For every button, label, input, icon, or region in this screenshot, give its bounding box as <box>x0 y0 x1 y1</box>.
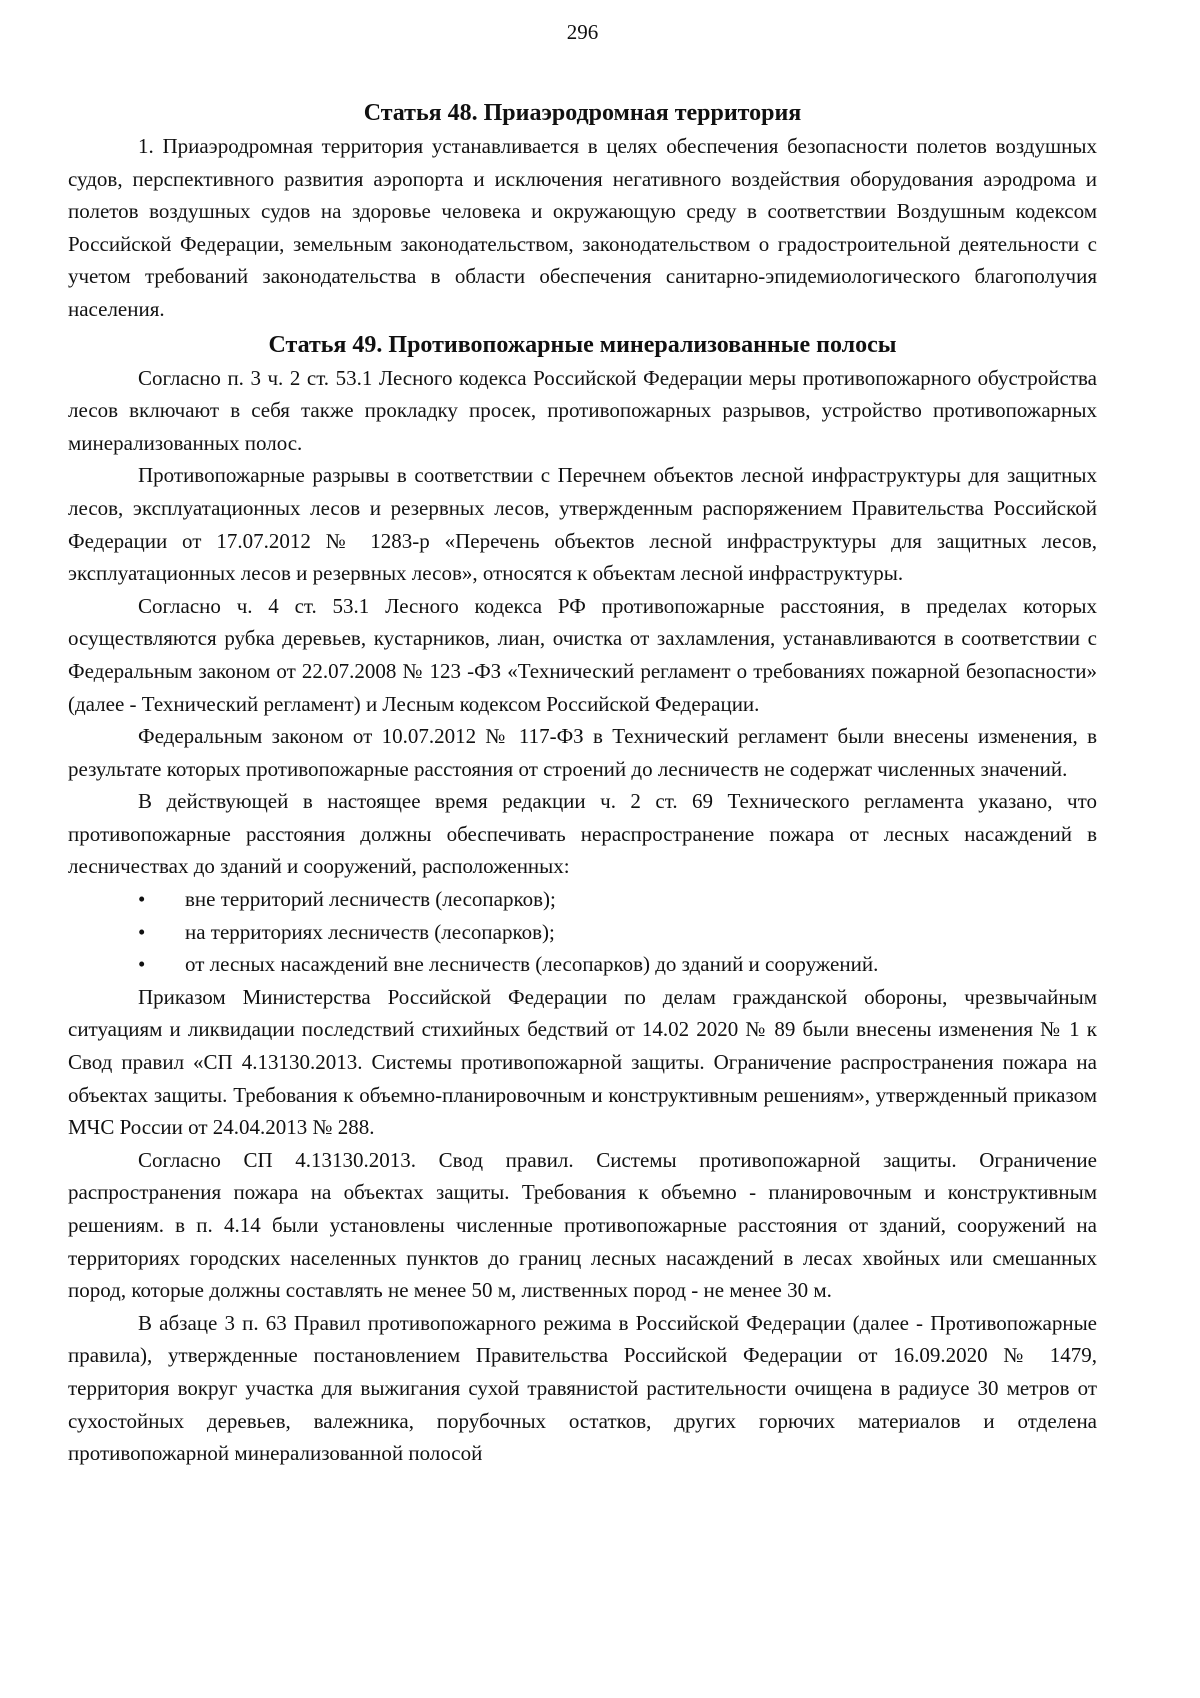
article-49-paragraph-3: Согласно ч. 4 ст. 53.1 Лесного кодекса РФ противопожарные расстояния, в пределах которых осуществляются рубка деревьев, кустарников, лиан, очистка от захламления, устанавливаются в соответствии с Федеральным законом от 22.07.2008 № 123 -ФЗ «Технический регламент о требованиях пожарной безопасности» (далее - Технический регламент) и Лесным кодексом Российской Федерации. <box>68 593 1097 716</box>
article-49-paragraph-4: Федеральным законом от 10.07.2012 № 117-ФЗ в Технический регламент были внесены изменения, в результате которых противопожарные расстояния от строений до лесничеств не содержат численных значений. <box>68 724 1097 781</box>
bullet-icon: • <box>138 919 146 944</box>
list-item <box>68 948 1097 981</box>
article-49-paragraph-2: Противопожарные разрывы в соответствии с Перечнем объектов лесной инфраструктуры для защитных лесов, эксплуатационных лесов и резервных лесов, утвержденным распоряжением Правительства Российской Федерации от 17.07.2012 № 1283-р «Перечень объектов лесной инфраструктуры для защитных лесов, эксплуатационных лесов и резервных лесов», относятся к объектам лесной инфраструктуры. <box>68 463 1097 586</box>
bullet-icon: • <box>138 952 146 977</box>
page-number: 296 <box>566 20 599 44</box>
bullet-icon: • <box>138 887 146 912</box>
article-48-title: Статья 48. Приаэродромная территория <box>363 100 802 126</box>
article-49-paragraph-1: Согласно п. 3 ч. 2 ст. 53.1 Лесного кодекса Российской Федерации меры противопожарного обустройства лесов включают в себя также прокладку просек, противопожарных разрывов, устройство противопожарных минерализованных полос. <box>68 365 1097 455</box>
article-49-paragraph-5: В действующей в настоящее время редакции ч. 2 ст. 69 Технического регламента указано, что противопожарные расстояния должны обеспечивать нераспространение пожара от лесных насаждений в лесничествах до зданий и сооружений, расположенных: <box>68 789 1097 879</box>
article-49-title: Статья 49. Противопожарные минерализованные полосы <box>268 331 897 358</box>
list-item-text: на территориях лесничеств (лесопарков); <box>185 919 555 944</box>
article-48 <box>68 98 1097 326</box>
list-item-text: от лесных насаждений вне лесничеств (лесопарков) до зданий и сооружений. <box>185 952 879 977</box>
article-49-paragraph-8: В абзаце 3 п. 63 Правил противопожарного режима в Российской Федерации (далее - Противопожарные правила), утвержденные постановлением Правительства Российской Федерации от 16.09.2020 № 1479, территория вокруг участка для выжигания сухой травянистой растительности очищена в радиусе 30 метров от сухостойных деревьев, валежника, порубочных остатков, других горючих материалов и отделена противопожарной минерализованной полосой <box>68 1310 1097 1466</box>
list-item <box>68 916 1097 949</box>
article-48-paragraph-1: 1. Приаэродромная территория устанавливается в целях обеспечения безопасности полетов воздушных судов, перспективного развития аэропорта и исключения негативного воздействия оборудования аэродрома и полетов воздушных судов на здоровье человека и окружающую среду в соответствии Воздушным кодексом Российской Федерации, земельным законодательством, законодательством о градостроительной деятельности с учетом требований законодательства в области обеспечения санитарно-эпидемиологического благополучия населения. <box>68 134 1097 321</box>
article-49-paragraph-6: Приказом Министерства Российской Федерации по делам гражданской обороны, чрезвычайным ситуациям и ликвидации последствий стихийных бедствий от 14.02 2020 № 89 были внесены изменения № 1 к Свод правил «СП 4.13130.2013. Системы противопожарной защиты. Ограничение распространения пожара на объектах защиты. Требования к объемно-планировочным и конструктивным решениям», утвержденный приказом МЧС России от 24.04.2013 № 288. <box>68 984 1097 1140</box>
article-49 <box>68 330 1097 1470</box>
buildings-location-list <box>68 883 1097 981</box>
article-49-paragraph-7: Согласно СП 4.13130.2013. Свод правил. Системы противопожарной защиты. Ограничение распространения пожара на объектах защиты. Требования к объемно - планировочным и конструктивным решениям. в п. 4.14 были установлены численные противопожарные расстояния от зданий, сооружений на территориях городских населенных пунктов до границ лесных насаждений в лесах хвойных или смешанных пород, которые должны составлять не менее 50 м, лиственных пород - не менее 30 м. <box>68 1147 1097 1303</box>
list-item <box>68 883 1097 916</box>
list-item-text: вне территорий лесничеств (лесопарков); <box>185 887 556 912</box>
